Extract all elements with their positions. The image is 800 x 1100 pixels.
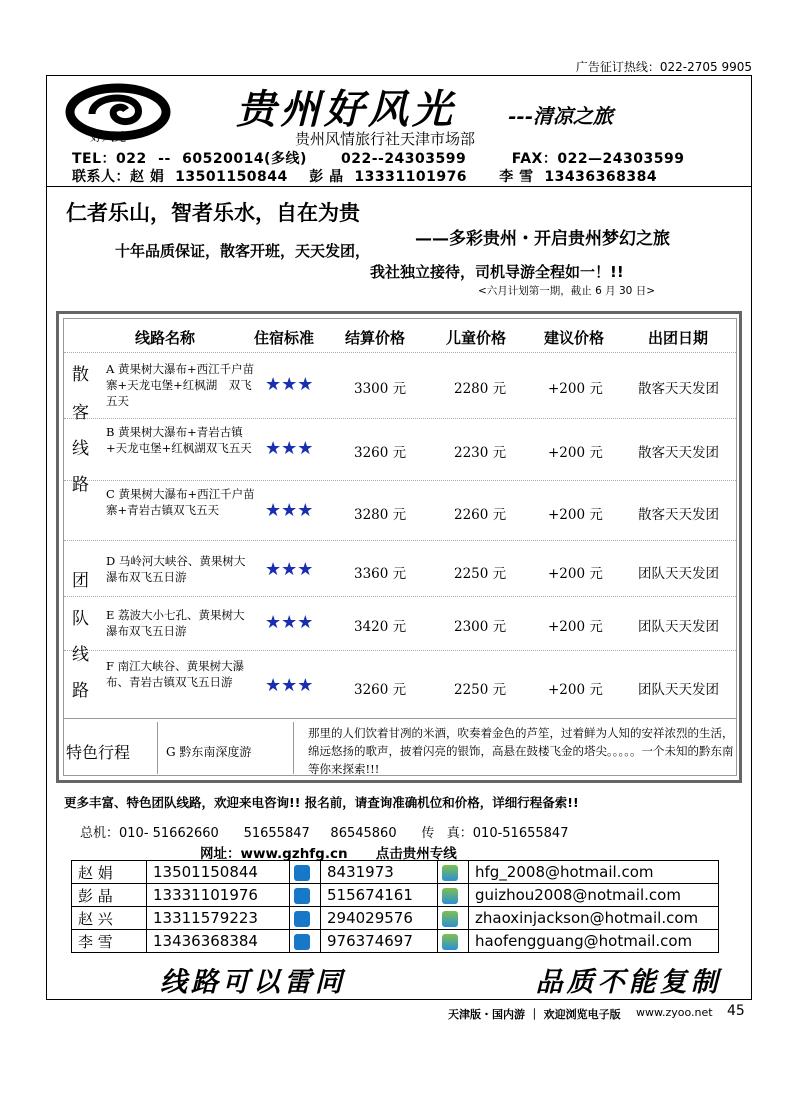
route-name: C 黄果树大瀑布+西江千户苗寨+青岩古镇双飞五天 [106, 487, 255, 517]
category-label: 线 [72, 439, 89, 459]
contact-name: 彭 晶 [72, 884, 147, 907]
divider [64, 418, 736, 419]
category-label: 散 [72, 365, 89, 385]
msn-icon [442, 865, 458, 881]
departure-cell: 散客天天发团 [638, 445, 719, 461]
special-label: 特色行程 [66, 743, 131, 762]
promise-line-1: 十年品质保证，散客开班，天天发团， [115, 242, 371, 260]
child-price-cell: 2250 元 [454, 682, 507, 698]
divider [64, 480, 736, 481]
footer-edition: 天津版・国内游 ｜ 欢迎浏览电子版 [448, 1008, 621, 1021]
brand-title: 贵州好风光 [236, 86, 456, 133]
headline: 仁者乐山，智者乐水，自在为贵 [66, 201, 360, 225]
col-header-lodging: 住宿标准 [254, 329, 315, 347]
stars-rating: ★★★ [265, 438, 314, 459]
divider [293, 722, 294, 774]
category-label: 路 [72, 681, 89, 701]
contact-name: 李 雪 [72, 930, 147, 953]
brand-slogan: ---清凉之旅 [508, 104, 613, 128]
suggest-price-cell: +200 元 [548, 507, 603, 523]
contact-name: 赵 兴 [72, 907, 147, 930]
price-cell: 3260 元 [354, 682, 407, 698]
contact-phone: 13331101976 [147, 884, 290, 907]
special-route-desc: 那里的人们饮着甘冽的米酒，吹奏着金色的芦笙，过着鲜为人知的安祥浓烈的生活，绵远悠扬的歌声，披着闪亮的银饰，高悬在鼓楼飞金的塔尖。。。。。一个未知的黔东南等你来探索!!! [308, 726, 734, 776]
route-name: B 黄果树大瀑布+青岩古镇+天龙屯堡+红枫湖双飞五天 [106, 425, 252, 455]
col-header-price: 结算价格 [345, 329, 406, 347]
suggest-price-cell: +200 元 [548, 445, 603, 461]
route-name: D 马岭河大峡谷、黄果树大瀑布双飞五日游 [106, 554, 246, 584]
price-cell: 3280 元 [354, 507, 407, 523]
msn-icon [442, 911, 458, 927]
contact-qq: 8431973 [321, 861, 438, 884]
col-header-route: 线路名称 [135, 329, 196, 347]
departure-cell: 团队天天发团 [638, 682, 719, 698]
logo-caption: 好风光 [90, 130, 127, 144]
category-label: 团 [72, 571, 89, 591]
contact-phone: 13436368384 [147, 930, 290, 953]
child-price-cell: 2230 元 [454, 445, 507, 461]
suggest-price-cell: +200 元 [548, 619, 603, 635]
agency-name: 贵州风情旅行社天津市场部 [295, 130, 476, 148]
contact-email[interactable]: haofengguang@hotmail.com [469, 930, 719, 953]
special-route-name: G 黔东南深度游 [166, 745, 252, 759]
stars-rating: ★★★ [265, 500, 314, 521]
price-cell: 3420 元 [354, 619, 407, 635]
contact-phone: 13501150844 [147, 861, 290, 884]
divider [64, 650, 736, 651]
contact-qq: 294029576 [321, 907, 438, 930]
contact-email[interactable]: hfg_2008@hotmail.com [469, 861, 719, 884]
divider [64, 540, 736, 541]
table-row [72, 861, 719, 884]
contact-email[interactable]: guizhou2008@notmail.com [469, 884, 719, 907]
more-routes-note: 更多丰富、特色团队线路，欢迎来电咨询!! 报名前，请查询准确机位和价格，详细行程备索!! [64, 795, 579, 810]
table-row [72, 884, 719, 907]
suggest-price-cell: +200 元 [548, 566, 603, 582]
contact-name: 赵 娟 [72, 861, 147, 884]
suggest-price-cell: +200 元 [548, 381, 603, 397]
departure-cell: 散客天天发团 [638, 381, 719, 397]
suggest-price-cell: +200 元 [548, 682, 603, 698]
category-label: 客 [72, 403, 89, 423]
sub-headline: ——多彩贵州・开启贵州梦幻之旅 [415, 229, 670, 249]
table-row [72, 907, 719, 930]
qq-icon [294, 888, 310, 904]
col-header-date: 出团日期 [648, 329, 709, 347]
divider [157, 722, 158, 774]
category-label: 路 [72, 475, 89, 495]
table-row [72, 930, 719, 953]
footer-url[interactable]: www.zyoo.net [636, 1006, 713, 1019]
promise-line-2: 我社独立接待，司机导游全程如一！!! [370, 263, 624, 281]
route-name: F 南江大峡谷、黄果树大瀑布、青岩古镇双飞五日游 [106, 659, 245, 689]
route-name: A 黄果树大瀑布+西江千户苗寨+天龙屯堡+红枫湖 双飞五天 [106, 362, 255, 408]
departure-cell: 团队天天发团 [638, 566, 719, 582]
child-price-cell: 2280 元 [454, 381, 507, 397]
child-price-cell: 2300 元 [454, 619, 507, 635]
qq-icon [294, 865, 310, 881]
stars-rating: ★★★ [265, 675, 314, 696]
departure-cell: 散客天天发团 [638, 507, 719, 523]
contact-qq: 515674161 [321, 884, 438, 907]
tel-line: TEL：022 -- 60520014(多线) 022--24303599 FAX：022—24303599 [72, 151, 685, 167]
contact-phone: 13311579223 [147, 907, 290, 930]
website-line[interactable]: 网址：www.gzhfg.cn 点击贵州专线 [200, 846, 457, 862]
category-label: 队 [72, 609, 89, 629]
contacts-line: 联系人：赵 娟 13501150844 彭 晶 13331101976 李 雪 13436368384 [72, 169, 658, 185]
contact-table [71, 860, 719, 953]
divider [64, 718, 736, 719]
stars-rating: ★★★ [265, 559, 314, 580]
motto: 线路可以雷同 品质不能复制 [160, 967, 722, 998]
contact-qq: 976374697 [321, 930, 438, 953]
price-cell: 3300 元 [354, 381, 407, 397]
ad-hotline: 广告征订热线：022-2705 9905 [575, 60, 752, 74]
plan-note: <六月计划第一期，截止 6 月 30 日> [478, 285, 655, 297]
qq-icon [294, 934, 310, 950]
child-price-cell: 2250 元 [454, 566, 507, 582]
departure-cell: 团队天天发团 [638, 619, 719, 635]
divider [64, 352, 736, 353]
contact-email[interactable]: zhaoxinjackson@hotmail.com [469, 907, 719, 930]
stars-rating: ★★★ [265, 374, 314, 395]
msn-icon [442, 934, 458, 950]
price-cell: 3260 元 [354, 445, 407, 461]
switchboard-line: 总机：010- 51662660 51655847 86545860 传 真：010-51655847 [80, 826, 569, 841]
child-price-cell: 2260 元 [454, 507, 507, 523]
price-cell: 3360 元 [354, 566, 407, 582]
stars-rating: ★★★ [265, 612, 314, 633]
col-header-suggest: 建议价格 [544, 329, 605, 347]
divider [64, 596, 736, 597]
page-number: 45 [727, 1003, 745, 1019]
msn-icon [442, 888, 458, 904]
category-label: 线 [72, 645, 89, 665]
route-name: E 荔波大小七孔、黄果树大瀑布双飞五日游 [106, 608, 245, 638]
col-header-child: 儿童价格 [446, 329, 507, 347]
qq-icon [294, 911, 310, 927]
